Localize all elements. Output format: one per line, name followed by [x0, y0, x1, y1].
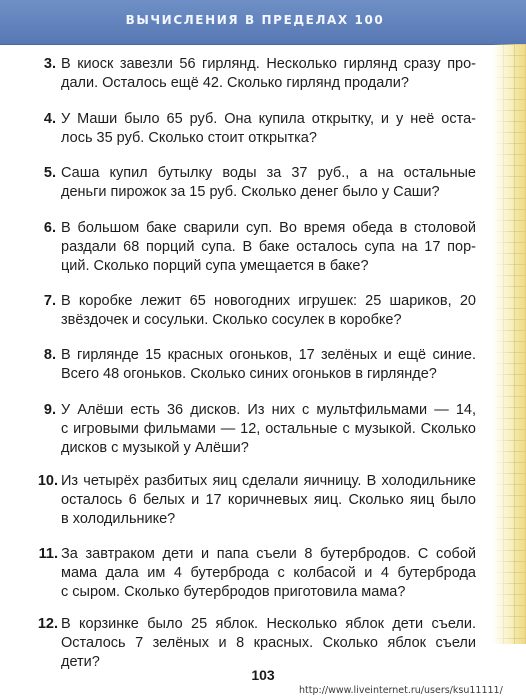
watermark-url: http://www.liveinternet.ru/users/ksu11111/ [299, 685, 503, 696]
problem-text-line: мама дала им 4 бутерброда с колбасой и 4 бутерброда [61, 565, 476, 581]
problem-text-line: ций. Сколько порций супа умещается в баке? [61, 258, 369, 274]
problem-number: 5. [43, 165, 56, 181]
problem-number: 4. [43, 111, 56, 127]
problem-text-line: За завтраком дети и папа съели 8 бутербродов. С собой [61, 546, 476, 562]
problem-text-line: В киоск завезли 56 гирлянд. Несколько гирлянд сразу про- [61, 56, 476, 72]
page-number: 103 [251, 667, 275, 683]
problem-text-line: осталось 6 белых и 17 коричневых яиц. Сколько яиц было [61, 492, 476, 508]
problem-text-line: В большом баке сварили суп. Во время обеда в столовой [61, 220, 476, 236]
problem-text-line: В корзинке было 25 яблок. Несколько яблок дети съели. [61, 616, 476, 632]
problem-number: 8. [43, 347, 56, 363]
problem-text-line: дисков с музыкой у Алёши? [61, 440, 249, 456]
problem-text-line: В гирлянде 15 красных огоньков, 17 зелёных и ещё синие. [61, 347, 476, 363]
problem-text-line: Из четырёх разбитых яиц сделали яичницу. В холодильнике [61, 473, 476, 489]
chapter-title: ВЫЧИСЛЕНИЯ В ПРЕДЕЛАХ 100 [125, 13, 385, 27]
problem-text-line: Осталось 7 зелёных и 8 красных. Сколько яблок съели [61, 635, 476, 651]
problem-number: 11. [38, 546, 58, 562]
problem-number: 10. [37, 473, 58, 489]
problem-number: 7. [43, 293, 56, 309]
problem-number: 9. [43, 402, 56, 418]
problem-text-line: Всего 48 огоньков. Сколько синих огоньков в гирлянде? [61, 366, 437, 382]
problem-text-line: деньги пирожок за 15 руб. Сколько денег было у Саши? [61, 184, 440, 200]
problem-number: 3. [43, 56, 56, 72]
problem-text-line: с игровыми фильмами — 12, остальные с музыкой. Сколько [61, 421, 476, 437]
problem-number: 6. [43, 220, 56, 236]
problem-text-line: У Маши было 65 руб. Она купила открытку, и у неё оста- [61, 111, 476, 127]
problem-text-line: У Алёши есть 36 дисков. Из них с мультфильмами — 14, [61, 402, 476, 418]
problem-text-line: В коробке лежит 65 новогодних игрушек: 25 шариков, 20 [61, 293, 476, 309]
problem-text-line: дети? [61, 654, 100, 670]
problem-text-line: раздали 68 порций супа. В баке осталось супа на 17 пор- [61, 239, 476, 255]
problem-text-line: лось 35 руб. Сколько стоит открытка? [61, 130, 317, 146]
problem-text-line: дали. Осталось ещё 42. Сколько гирлянд продали? [61, 75, 409, 91]
problem-text-line: в холодильнике? [61, 511, 176, 527]
problem-text-line: звёздочек и сосульки. Сколько сосулек в коробке? [61, 312, 402, 328]
problem-number: 12. [37, 616, 58, 632]
problem-text-line: с сыром. Сколько бутербродов приготовила мама? [61, 584, 406, 600]
problem-text-line: Саша купил бутылку воды за 37 руб., а на остальные [61, 165, 476, 181]
